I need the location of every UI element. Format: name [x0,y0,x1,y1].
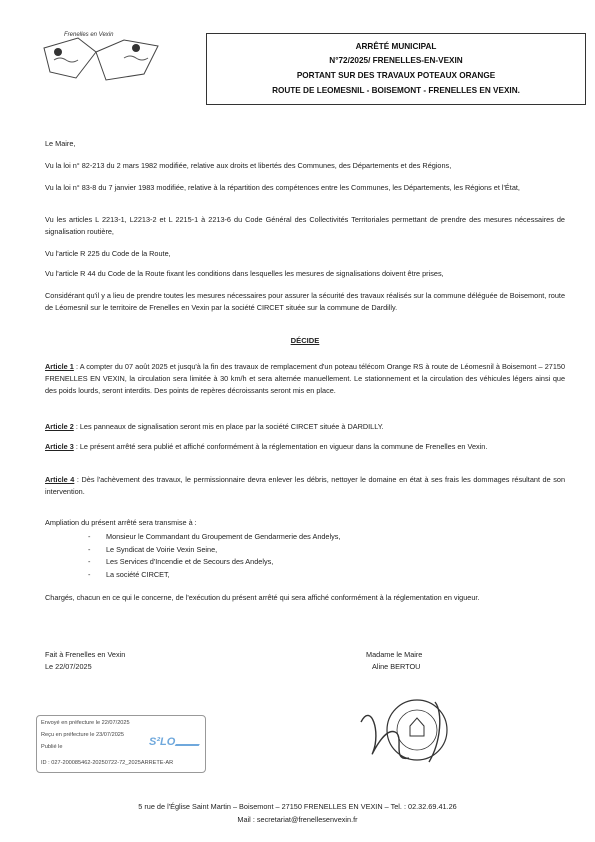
vu-paragraph: Vu l'article R 225 du Code de la Route, [45,249,171,258]
footer-address: 5 rue de l'Église Saint Martin – Boisemont – 27150 FRENELLES EN VEXIN – Tel. : 02.32.69.41.26 [138,802,457,811]
stamp-published: Publié le [41,744,63,750]
stamp-sent: Envoyé en préfecture le 22/07/2025 [41,720,130,726]
article-1-text: : A compter du 07 août 2025 et jusqu'à la fin des travaux de remplacement d'un poteau télécom Orange RS à route de Léomesnil à Boisemont – 27150 FRENELLES EN VEXIN, la circulation sera limitée à 30 km/h et sera alternée manuellement. Le stationnement et la circulation des véhicules légers ainsi que des poids lourds, seront interdits. Des points de repères décroissants seront mis en place. [45,362,565,395]
article-2-label: Article 2 [45,422,74,431]
article-1-label: Article 1 [45,362,74,371]
date: Le 22/07/2025 [45,662,92,671]
signatory-role: Madame le Maire [366,650,423,659]
footer-mail: Mail : secretariat@frenellesenvexin.fr [237,815,358,824]
fait-a: Fait à Frenelles en Vexin [45,650,126,659]
decide-heading: DÉCIDE [290,336,320,345]
title-line: PORTANT SUR DES TRAVAUX POTEAUX ORANGE [296,71,496,80]
title-line: ROUTE DE LEOMESNIL - BOISEMONT - FRENELLES EN VEXIN. [272,86,520,95]
article-1 [45,361,565,397]
title-box [206,33,586,105]
list-item: - Le Syndicat de Voirie Vexin Seine, [88,544,340,557]
ampliation-list [88,531,340,581]
article-3-label: Article 3 [45,442,74,451]
prefecture-stamp [36,715,206,773]
charges-paragraph: Chargés, chacun en ce qui le concerne, de l'exécution du présent arrêté qui sera affiché conformément à la réglementation en vigueur. [45,593,480,602]
stamp-received: Reçu en préfecture le 23/07/2025 [41,732,125,738]
article-2-text: : Les panneaux de signalisation seront mis en place par la société CIRCET située à DARDILLY. [73,422,384,431]
article-4-text: : Dès l'achèvement des travaux, le permissionnaire devra enlever les débris, nettoyer le domaine en état à ses frais les dommages résultant de son intervention. [45,475,565,496]
list-item: - Monsieur le Commandant du Groupement de Gendarmerie des Andelys, [88,531,340,544]
vu-paragraph: Vu les articles L 2213-1, L2213-2 et L 2215-1 à 2213-6 du Code Général des Collectivités Territoriales permettant de prendre des mesures nécessaires de signalisation routière, [45,215,565,236]
s2lo-swoosh-icon [175,738,204,746]
title-line: ARRÊTÉ MUNICIPAL [355,42,437,51]
official-seal [355,692,455,774]
considerant-paragraph: Considérant qu'il y a lieu de prendre toutes les mesures nécessaires pour assurer la sécurité des travaux réalisés sur la commune déléguée de Boisemont, route de Léomesnil sur le territoire de Frenelles en Vexin par la société CIRCET située sur la commune de Dardilly. [45,291,565,312]
article-3-text: : Le présent arrêté sera publié et affiché conformément à la réglementation en vigueur dans la commune de Frenelles en Vexin. [73,442,488,451]
stamp-id: ID : 027-200085462-20250722-72_2025ARRETE-AR [41,760,174,766]
article-4-label: Article 4 [45,475,75,484]
ampliation-heading: Ampliation du présent arrêté sera transmise à : [45,518,197,527]
vu-paragraph: Vu la loi n° 82-213 du 2 mars 1982 modifiée, relative aux droits et libertés des Communes, des Départements et des Régions, [45,161,452,170]
article-3 [45,441,565,453]
logo-text: Frenelles en Vexin [64,32,114,38]
vu-paragraph: Vu la loi n° 83-8 du 7 janvier 1983 modifiée, relative à la répartition des compétences entre les Communes, les Départements, les Régions et l'État, [45,183,520,192]
signatory-name: Aline BERTOU [372,662,421,671]
list-item: - La société CIRCET, [88,569,340,582]
s2lo-logo: S²LO [149,736,176,748]
list-item: - Les Services d'Incendie et de Secours des Andelys, [88,556,340,569]
vu-paragraph: Vu l'article R 44 du Code de la Route fixant les conditions dans lesquelles les mesures de signalisations doivent être prises, [45,269,444,278]
article-4 [45,474,565,498]
title-line: N°72/2025/ FRENELLES-EN-VEXIN [329,56,463,65]
article-2 [45,421,565,433]
commune-logo [36,30,166,90]
le-maire: Le Maire, [45,139,76,148]
